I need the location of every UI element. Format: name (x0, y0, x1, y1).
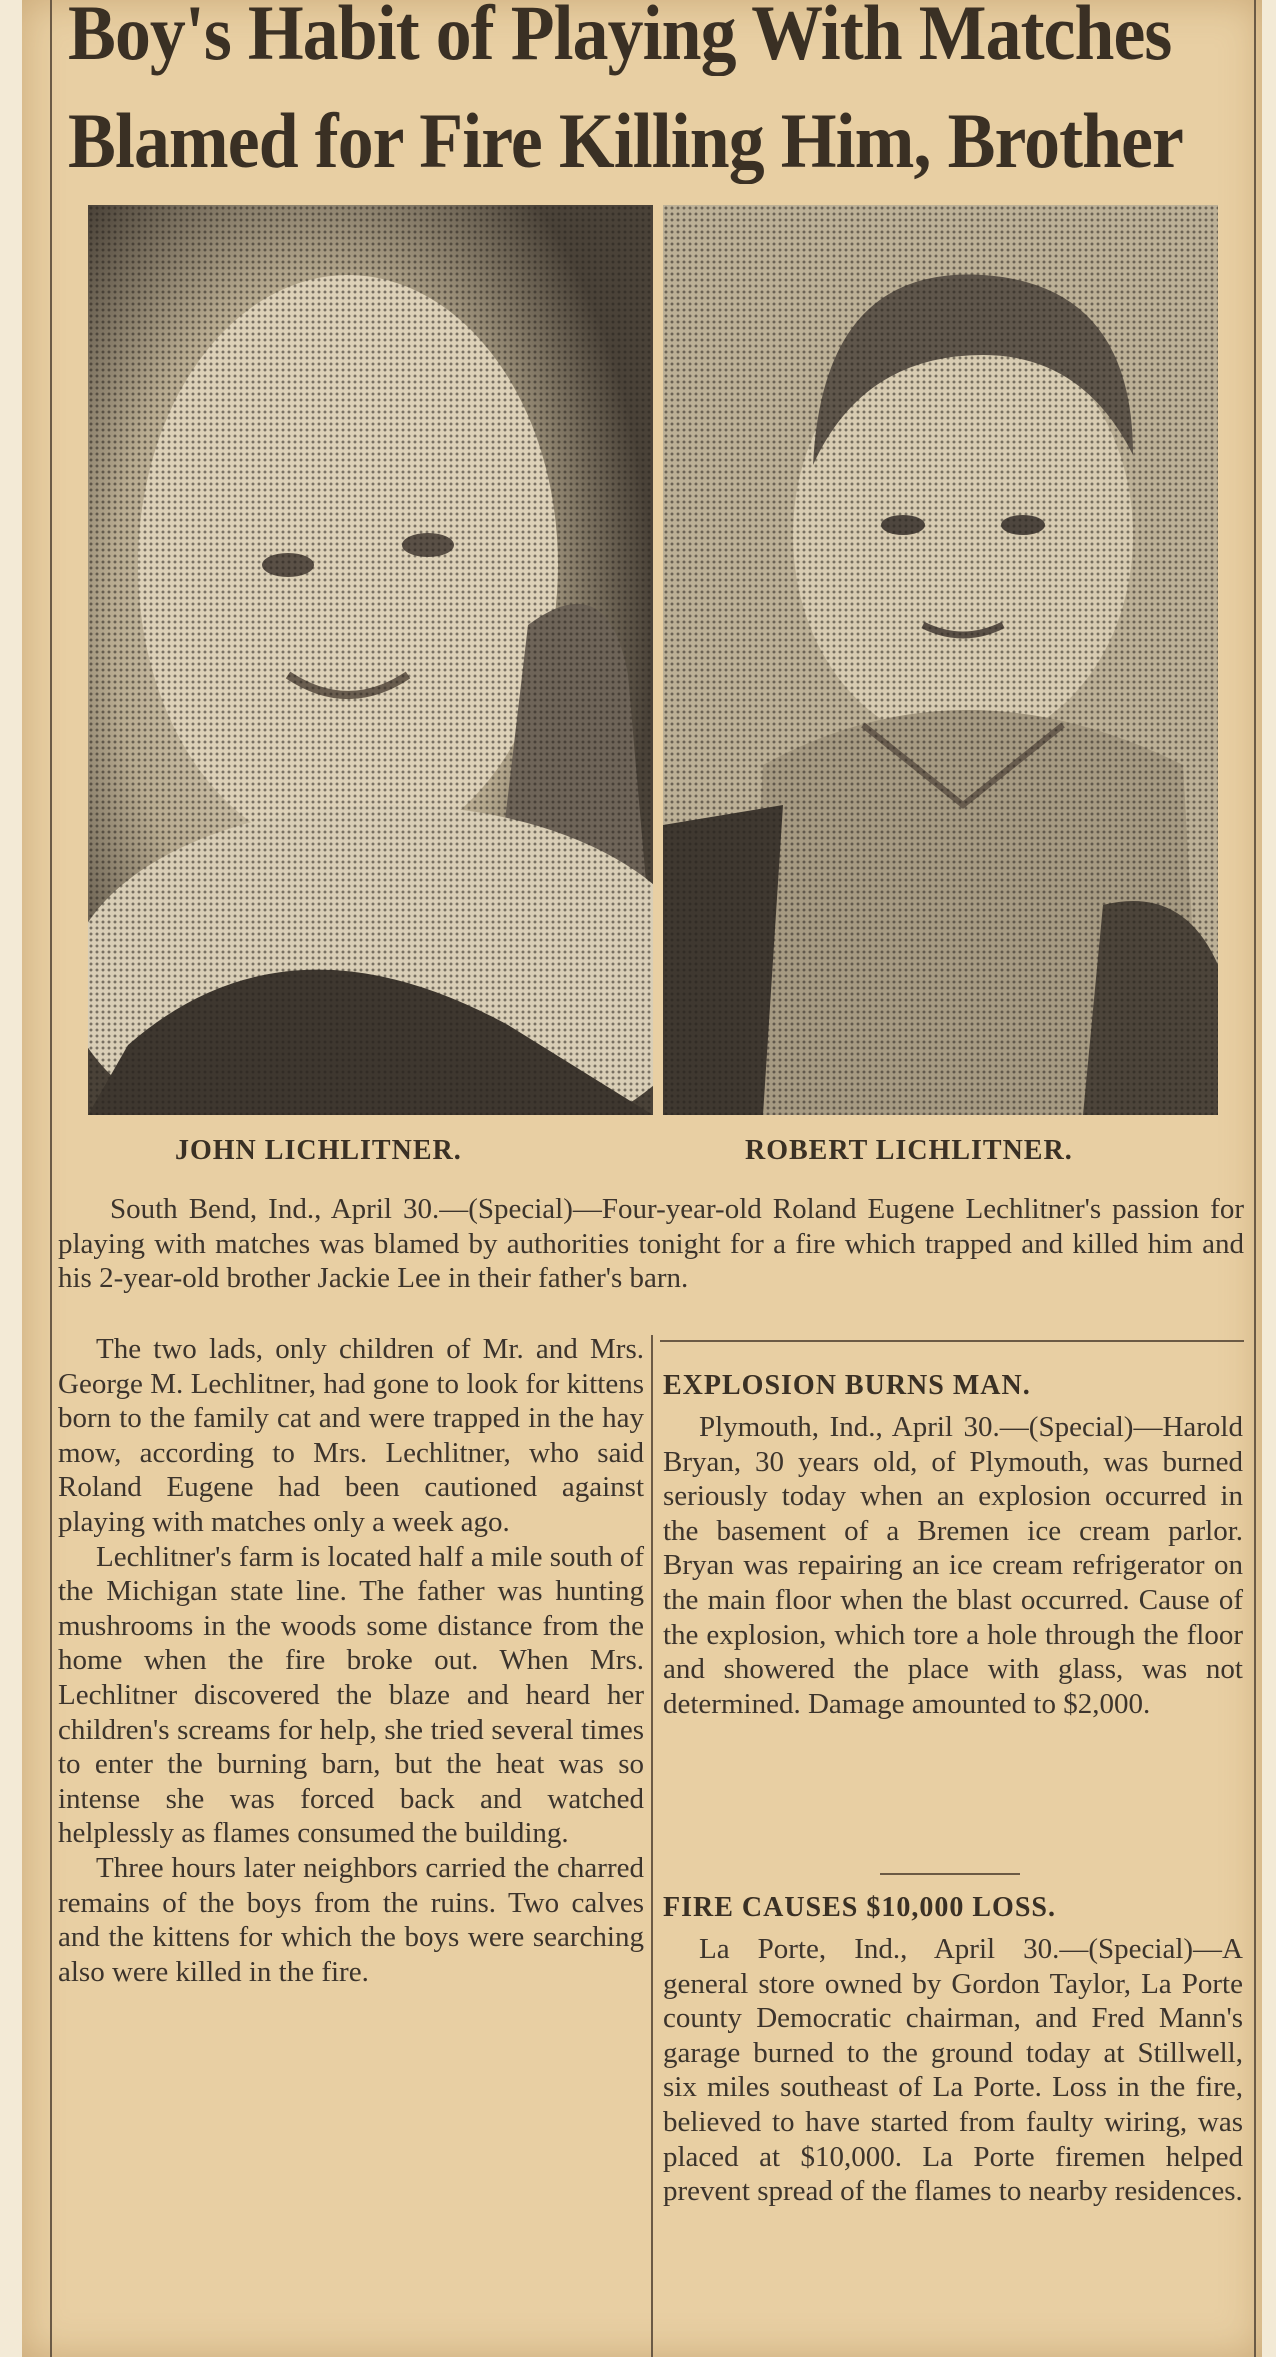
paragraph-3: Three hours later neighbors carried the charred remains of the boys from the ruins. Two calves and the kittens for which the boys were searching also were killed in the fire. (58, 1851, 644, 1988)
sidebar-divider-rule (880, 1873, 1020, 1875)
photo-caption-john: JOHN LICHLITNER. (175, 1135, 462, 1166)
column-divider (651, 1335, 653, 2357)
sidebar-story-explosion: Plymouth, Ind., April 30.—(Special)—Harold Bryan, 30 years old, of Plymouth, was burned seriously today when an explosion occurred in the basement of a Bremen ice cream parlor. Bryan was repairing an ice cream refrigerator on the main floor when the blast occurred. Cause of the explosion, which tore a hole through the floor and showered the place with glass, was not determined. Damage amounted to $2,000. (663, 1411, 1243, 1720)
headline-line-2: Blamed for Fire Killing Him, Brother (68, 97, 1183, 184)
photo-john (88, 205, 653, 1115)
paragraph-2: Lechlitner's farm is located half a mile south of the Michigan state line. The father was hunting mushrooms in the woods some distance from the home when the fire broke out. When Mrs. Lechlitner discovered the blaze and heard her children's screams for help, she tried several times to enter the burning barn, but the heat was so intense she was forced back and watched helplessly as flames consumed the building. (58, 1540, 644, 1850)
article-left-column (58, 1332, 644, 1989)
photo-caption-robert: ROBERT LICHLITNER. (745, 1135, 1073, 1166)
paragraph-1: The two lads, only children of Mr. and Mrs. George M. Lechlitner, had gone to look for kittens born to the family cat and were trapped in the hay mow, according to Mrs. Lechlitner, who said Roland Eugene had been cautioned against playing with matches only a week ago. (58, 1333, 644, 1538)
article-lead: South Bend, Ind., April 30.—(Special)—Four-year-old Roland Eugene Lechlitner's passion for playing with matches was blamed by authorities tonight for a fire which trapped and killed him and his 2-year-old brother Jackie Lee in their father's barn. (58, 1193, 1244, 1295)
column-rule-right (1254, 0, 1256, 2357)
sidebar-heading-fire: FIRE CAUSES $10,000 LOSS. (663, 1892, 1056, 1923)
sidebar-heading-explosion: EXPLOSION BURNS MAN. (663, 1370, 1031, 1401)
column-rule-left (50, 0, 52, 2357)
headline-line-1: Boy's Habit of Playing With Matches (68, 0, 1172, 76)
photo-robert (663, 205, 1218, 1115)
sidebar-top-rule (660, 1340, 1244, 1342)
sidebar-story-fire: La Porte, Ind., April 30.—(Special)—A general store owned by Gordon Taylor, La Porte county Democratic chairman, and Fred Mann's garage burned to the ground today at Stillwell, six miles southeast of La Porte. Loss in the fire, believed to have started from faulty wiring, was placed at $10,000. La Porte firemen helped prevent spread of the flames to nearby residences. (663, 1933, 1243, 2208)
